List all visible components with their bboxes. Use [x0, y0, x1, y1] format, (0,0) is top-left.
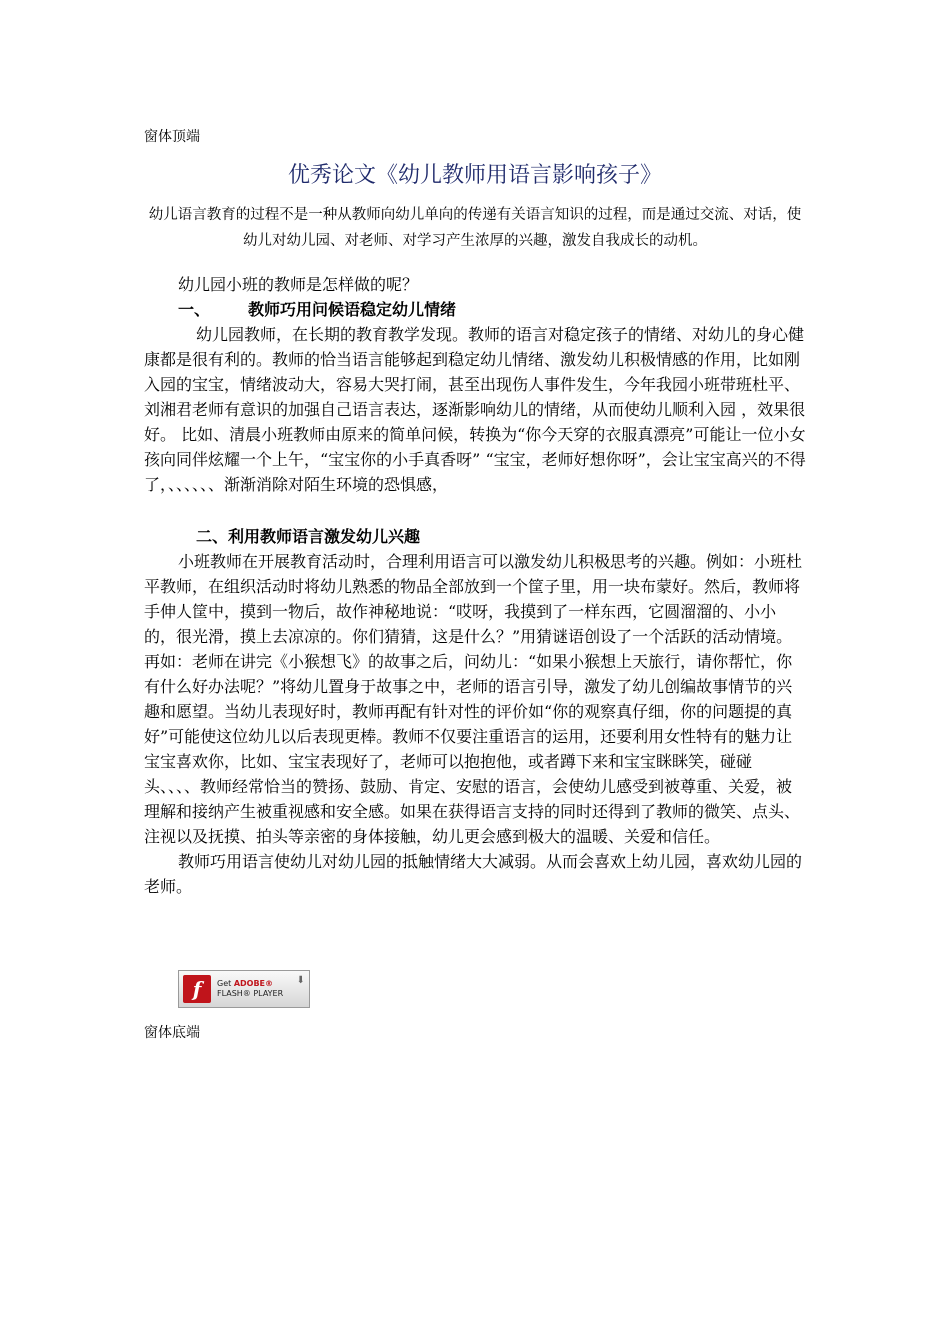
lead-question: 幼儿园小班的教师是怎样做的呢？: [178, 275, 419, 294]
section-one-paragraph: 幼儿园教师，在长期的教育教学发现。教师的语言对稳定孩子的情绪、对幼儿的身心健康都是很有利的。教师的恰当语言能够起到稳定幼儿情绪、激发幼儿积极情感的作用，比如刚入园的宝宝，情绪波动大，容易大哭打闹，甚至出现伤人事件发生，今年我园小班带班杜平、刘湘君老师有意识的加强自己语言表达，逐渐影响幼儿的情绪，从而使幼儿顺利入园 ，效果很好。 比如、清晨小班教师由原来的简单问候，转换为“你今天穿的衣服真漂亮”可能让一位小女孩向同伴炫耀一个上午，“宝宝你的小手真香呀” “宝宝，老师好想你呀”，会让宝宝高兴的不得了，、、、、、、渐渐消除对陌生环境的恐惧感，: [144, 325, 806, 494]
intro-paragraph: 幼儿语言教育的过程不是一种从教师向幼儿单向的传递有关语言知识的过程，而是通过交流、对话，使幼儿对幼儿园、对老师、对学习产生浓厚的兴趣，激发自我成长的动机。: [148, 207, 802, 249]
form-bottom-label: 窗体底端: [144, 1025, 200, 1041]
article-title: 优秀论文《幼儿教师用语言影响孩子》: [287, 163, 662, 188]
section-one-number: 一、: [178, 300, 211, 319]
section-two: [144, 524, 806, 899]
form-top-label: 窗体顶端: [144, 129, 200, 145]
section-one-heading: [144, 297, 806, 322]
download-arrow-icon: ⬇: [296, 975, 305, 986]
flash-player-label: FLASH® PLAYER: [217, 989, 284, 998]
section-two-paragraph: 小班教师在开展教育活动时，合理利用语言可以激发幼儿积极思考的兴趣。例如：小班杜平教师，在组织活动时将幼儿熟悉的物品全部放到一个筐子里，用一块布蒙好。然后，教师将手伸人筐中，摸到一物后，故作神秘地说：“哎呀，我摸到了一样东西，它圆溜溜的、小小的，很光滑，摸上去凉凉的。你们猜猜，这是什么？”用猜谜语创设了一个活跃的活动情境。再如：老师在讲完《小猴想飞》的故事之后，问幼儿：“如果小猴想上天旅行，请你帮忙，你有什么好办法呢？”将幼儿置身于故事之中，老师的语言引导，激发了幼儿创编故事情节的兴趣和愿望。当幼儿表现好时，教师再配有针对性的评价如“你的观察真仔细，你的问题提的真好”可能使这位幼儿以后表现更棒。教师不仅要注重语言的运用，还要利用女性特有的魅力让宝宝喜欢你，比如、宝宝表现好了，老师可以抱抱他，或者蹲下来和宝宝眯眯笑，碰碰头、、、、教师经常恰当的赞扬、鼓励、肯定、安慰的语言，会使幼儿感受到被尊重、关爱，被理解和接纳产生被重视感和安全感。如果在获得语言支持的同时还得到了教师的微笑、点头、注视以及抚摸、拍头等亲密的身体接触，幼儿更会感到极大的温暖、关爱和信任。: [144, 552, 803, 846]
flash-logo-icon: f: [183, 975, 211, 1003]
get-flash-player-button[interactable]: [178, 970, 310, 1008]
section-two-heading: 二、利用教师语言激发幼儿兴趣: [196, 527, 421, 546]
flash-badge-text: [217, 979, 283, 999]
section-one-heading-text: 教师巧用问候语稳定幼儿情绪: [248, 300, 457, 319]
section-one: [144, 272, 806, 497]
flash-brand-label: ADOBE®: [233, 979, 274, 988]
flash-get-label: Get: [217, 979, 232, 988]
section-two-conclusion: 教师巧用语言使幼儿对幼儿园的抵触情绪大大减弱。从而会喜欢上幼儿园，喜欢幼儿园的老师。: [144, 852, 803, 896]
